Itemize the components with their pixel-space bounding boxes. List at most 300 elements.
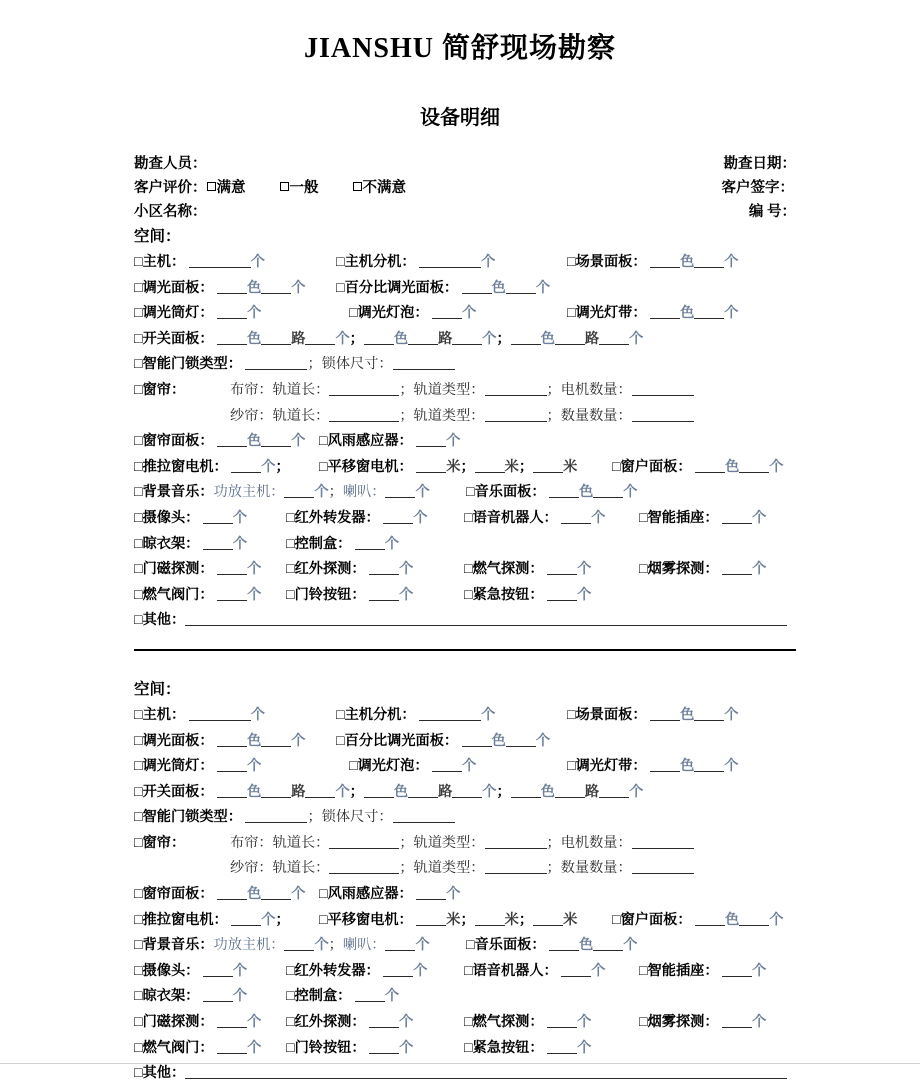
field-label: □控制盒： [286, 535, 352, 552]
field-label: □其他： [134, 1065, 186, 1082]
unit-ge: 个 [623, 484, 638, 501]
unit-ge: 个 [446, 433, 461, 450]
field-cloth-curtain[interactable] [230, 378, 694, 404]
unit-se: 色 [680, 254, 695, 270]
input-blank[interactable] [217, 758, 247, 772]
field-label: □主机分机： [336, 706, 416, 723]
field-control-box[interactable] [286, 984, 399, 1010]
input-blank[interactable] [475, 459, 505, 473]
lock-size-label: 锁体尺寸： [321, 809, 393, 826]
field-dim-strip[interactable] [567, 754, 738, 780]
field-smart-socket[interactable] [639, 959, 766, 985]
unit-se: 色 [680, 758, 695, 775]
input-blank[interactable] [369, 587, 399, 601]
field-gas-valve[interactable] [134, 1036, 261, 1062]
section-divider [134, 649, 796, 651]
input-blank[interactable] [261, 784, 291, 798]
field-label: □开关面板： [134, 783, 214, 800]
field-smoke-detector[interactable] [639, 557, 766, 583]
field-clothes-rack[interactable] [134, 984, 247, 1010]
field-pct-dim-panel[interactable] [336, 276, 550, 302]
unit-se: 色 [393, 330, 409, 347]
unit-ge: 个 [591, 509, 606, 526]
input-blank[interactable] [593, 937, 623, 951]
input-blank[interactable] [694, 305, 724, 319]
unit-ge: 个 [724, 254, 739, 270]
field-label: □红外探测： [286, 561, 366, 578]
input-blank[interactable] [416, 886, 446, 900]
field-curtain[interactable] [134, 831, 185, 857]
input-blank[interactable] [695, 459, 725, 473]
input-blank[interactable] [419, 254, 481, 268]
input-blank[interactable] [722, 1014, 752, 1028]
unit-se: 色 [247, 886, 262, 903]
unit-se: 色 [725, 458, 740, 475]
field-music-panel[interactable] [466, 933, 637, 959]
input-blank[interactable] [217, 587, 247, 601]
field-ir-repeater[interactable] [286, 959, 427, 985]
input-blank[interactable] [561, 963, 591, 977]
field-ir-repeater[interactable] [286, 506, 427, 532]
input-blank[interactable] [533, 912, 563, 926]
input-blank[interactable] [739, 459, 769, 473]
field-label: □语音机器人： [464, 509, 558, 526]
input-blank[interactable] [305, 784, 335, 798]
input-blank[interactable] [189, 254, 251, 268]
field-other[interactable] [134, 1061, 787, 1087]
field-scene-panel[interactable] [567, 250, 738, 276]
field-dim-panel[interactable] [134, 276, 305, 302]
input-blank[interactable] [369, 1040, 399, 1054]
input-blank[interactable] [355, 988, 385, 1002]
input-blank[interactable] [408, 331, 438, 345]
input-blank[interactable] [599, 784, 629, 798]
unit-ge: 个 [314, 937, 329, 954]
input-blank[interactable] [555, 331, 585, 345]
field-gas-valve[interactable] [134, 583, 261, 609]
row-dim-panel-group-2 [134, 729, 796, 755]
input-blank[interactable] [329, 408, 399, 422]
unit-ge: 个 [335, 783, 350, 800]
input-blank[interactable] [506, 733, 536, 747]
unit-ge: 个 [482, 783, 497, 800]
field-voice-robot[interactable] [464, 959, 605, 985]
input-blank[interactable] [722, 963, 752, 977]
rating-option-satisfied[interactable] [207, 176, 246, 197]
field-other[interactable] [134, 608, 787, 634]
row-dim-light-group-1 [134, 301, 796, 327]
unit-mi: 米 [504, 458, 519, 475]
input-blank[interactable] [355, 536, 385, 550]
field-smart-socket[interactable] [639, 506, 766, 532]
input-blank[interactable] [385, 937, 415, 951]
input-blank[interactable] [393, 809, 455, 823]
input-blank[interactable] [432, 758, 462, 772]
input-blank[interactable] [632, 382, 694, 396]
amplifier-label: 功放主机： [213, 937, 285, 954]
row-window-motor-1 [134, 455, 796, 481]
unit-ge: 个 [724, 706, 739, 723]
input-blank[interactable] [485, 382, 547, 396]
input-blank[interactable] [599, 331, 629, 345]
field-door-sensor[interactable] [134, 557, 261, 583]
form-content [134, 152, 796, 1087]
row-detectors-2 [134, 1010, 796, 1036]
unit-se: 色 [579, 484, 594, 501]
input-blank[interactable] [555, 784, 585, 798]
input-blank[interactable] [632, 835, 694, 849]
unit-se: 色 [247, 279, 262, 296]
checkbox-icon[interactable] [353, 182, 362, 191]
field-smart-lock[interactable] [134, 805, 455, 831]
field-label: □主机： [134, 254, 186, 270]
input-blank[interactable] [739, 912, 769, 926]
separator: ； [307, 356, 322, 373]
input-blank[interactable] [462, 733, 492, 747]
field-label: □调光面板： [134, 279, 214, 296]
field-label: □风雨感应器： [319, 886, 413, 903]
input-blank[interactable] [329, 860, 399, 874]
unit-ge: 个 [399, 1014, 414, 1031]
input-blank[interactable] [284, 937, 314, 951]
input-blank[interactable] [485, 860, 547, 874]
input-blank[interactable] [305, 331, 335, 345]
field-switch-panel[interactable] [134, 327, 643, 353]
row-window-motor-2 [134, 908, 796, 934]
input-blank[interactable] [650, 254, 680, 268]
field-label: □摄像头： [134, 962, 200, 979]
field-smart-lock[interactable] [134, 352, 455, 378]
field-curtain-panel[interactable] [134, 429, 305, 455]
track-type-label: 轨道类型： [413, 407, 485, 424]
row-curtain-panel-1 [134, 429, 796, 455]
unit-se: 色 [393, 783, 409, 800]
row-dim-light-group-2 [134, 754, 796, 780]
field-rain-sensor[interactable] [319, 882, 460, 908]
input-blank[interactable] [261, 433, 291, 447]
qty-qty-label: 数量数量： [560, 407, 632, 424]
input-blank[interactable] [722, 510, 752, 524]
input-blank[interactable] [416, 433, 446, 447]
document-title: JIANSHU 简舒现场勘察 [304, 33, 616, 64]
input-blank[interactable] [217, 784, 247, 798]
input-blank[interactable] [694, 707, 724, 721]
input-blank[interactable] [408, 784, 438, 798]
sheer-curtain-label: 纱帘： [230, 860, 273, 877]
number-label: 编 号： [748, 204, 796, 220]
unit-ge: 个 [629, 330, 644, 347]
unit-ge: 个 [752, 561, 767, 578]
input-blank[interactable] [547, 1040, 577, 1054]
field-dim-strip[interactable] [567, 301, 738, 327]
field-doorbell[interactable] [286, 583, 413, 609]
input-blank[interactable] [452, 331, 482, 345]
input-blank[interactable] [261, 733, 291, 747]
input-blank[interactable] [547, 1014, 577, 1028]
field-voice-robot[interactable] [464, 506, 605, 532]
input-blank[interactable] [416, 912, 446, 926]
input-blank[interactable] [203, 963, 233, 977]
input-blank[interactable] [533, 459, 563, 473]
field-label: □主机： [134, 706, 186, 723]
track-type-label: 轨道类型： [413, 834, 485, 851]
input-blank[interactable] [329, 835, 399, 849]
field-label: □紧急按钮： [464, 586, 544, 603]
separator: ； [349, 330, 364, 347]
input-blank[interactable] [329, 382, 399, 396]
input-blank[interactable] [231, 912, 261, 926]
field-window-panel[interactable] [612, 455, 783, 481]
input-blank[interactable] [217, 331, 247, 345]
input-blank[interactable] [547, 587, 577, 601]
field-host-ext[interactable] [336, 703, 495, 729]
field-label: □音乐面板： [466, 937, 546, 954]
field-shift-window-motor[interactable] [319, 455, 577, 481]
input-blank[interactable] [385, 484, 415, 498]
field-dim-downlight[interactable] [134, 754, 261, 780]
input-blank[interactable] [462, 280, 492, 294]
unit-ge: 个 [577, 586, 592, 603]
input-blank[interactable] [261, 331, 291, 345]
field-slide-window-motor[interactable] [134, 455, 290, 481]
field-smoke-detector[interactable] [639, 1010, 766, 1036]
field-rain-sensor[interactable] [319, 429, 460, 455]
field-gas-detector[interactable] [464, 1010, 591, 1036]
field-sheer-curtain[interactable] [230, 856, 694, 882]
unit-ge: 个 [413, 962, 428, 979]
field-host-ext[interactable] [336, 250, 495, 276]
separator: ； [496, 783, 511, 800]
field-host[interactable] [134, 250, 265, 276]
field-label: □平移窗电机： [319, 458, 413, 475]
input-blank[interactable] [485, 408, 547, 422]
unit-ge: 个 [250, 706, 265, 723]
field-pct-dim-panel[interactable] [336, 729, 550, 755]
input-blank[interactable] [632, 860, 694, 874]
field-door-sensor[interactable] [134, 1010, 261, 1036]
field-label: □语音机器人： [464, 962, 558, 979]
field-label: □调光灯泡： [349, 758, 429, 775]
field-dim-bulb[interactable] [349, 301, 476, 327]
input-blank[interactable] [185, 1065, 787, 1079]
field-host[interactable] [134, 703, 265, 729]
rating-row [134, 176, 796, 200]
field-ir-detector[interactable] [286, 1010, 413, 1036]
field-emergency-button[interactable] [464, 1036, 591, 1062]
unit-lu: 路 [438, 783, 453, 800]
input-blank[interactable] [261, 886, 291, 900]
row-smart-lock-2 [134, 805, 796, 831]
input-blank[interactable] [284, 484, 314, 498]
unit-se: 色 [540, 783, 555, 800]
rating-label: 客户评价： [134, 180, 207, 196]
input-blank[interactable] [383, 510, 413, 524]
input-blank[interactable] [547, 561, 577, 575]
input-blank[interactable] [217, 305, 247, 319]
field-music-panel[interactable] [466, 480, 637, 506]
field-bg-music[interactable] [134, 933, 430, 959]
field-label: □紧急按钮： [464, 1039, 544, 1056]
unit-ge: 个 [291, 433, 306, 450]
field-label: □调光筒灯： [134, 758, 214, 775]
field-dim-panel[interactable] [134, 729, 305, 755]
checkbox-icon[interactable] [207, 182, 216, 191]
field-label: □场景面板： [567, 706, 647, 723]
input-blank[interactable] [369, 1014, 399, 1028]
unit-lu: 路 [438, 330, 453, 347]
input-blank[interactable] [217, 886, 247, 900]
input-blank[interactable] [245, 356, 307, 370]
input-blank[interactable] [185, 612, 787, 626]
separator: ； [460, 911, 475, 928]
field-label: □窗帘： [134, 834, 186, 851]
input-blank[interactable] [364, 331, 394, 345]
unit-se: 色 [579, 937, 594, 954]
input-blank[interactable] [549, 484, 579, 498]
track-length-label: 轨道长： [272, 860, 330, 877]
input-blank[interactable] [694, 758, 724, 772]
input-blank[interactable] [694, 254, 724, 268]
input-blank[interactable] [217, 433, 247, 447]
field-curtain-panel[interactable] [134, 882, 305, 908]
input-blank[interactable] [650, 758, 680, 772]
field-camera[interactable] [134, 959, 247, 985]
input-blank[interactable] [364, 784, 394, 798]
field-label: □窗户面板： [612, 458, 692, 475]
input-blank[interactable] [506, 280, 536, 294]
field-gas-detector[interactable] [464, 557, 591, 583]
unit-se: 色 [491, 732, 506, 749]
field-label: □烟雾探测： [639, 561, 719, 578]
separator: ； [275, 458, 290, 475]
field-camera[interactable] [134, 506, 247, 532]
unit-se: 色 [247, 783, 262, 800]
field-doorbell[interactable] [286, 1036, 413, 1062]
field-label: □燃气探测： [464, 1014, 544, 1031]
input-blank[interactable] [369, 561, 399, 575]
unit-lu: 路 [584, 783, 600, 800]
input-blank[interactable] [261, 280, 291, 294]
input-blank[interactable] [650, 305, 680, 319]
field-label: □晾衣架： [134, 535, 200, 552]
field-label: □推拉窗电机： [134, 911, 228, 928]
input-blank[interactable] [650, 707, 680, 721]
rating-option-average[interactable] [280, 176, 319, 197]
input-blank[interactable] [432, 305, 462, 319]
unit-se: 色 [725, 911, 740, 928]
unit-ge: 个 [415, 484, 430, 501]
field-emergency-button[interactable] [464, 583, 591, 609]
input-blank[interactable] [593, 484, 623, 498]
field-dim-bulb[interactable] [349, 754, 476, 780]
input-blank[interactable] [203, 510, 233, 524]
input-blank[interactable] [203, 988, 233, 1002]
field-window-panel[interactable] [612, 908, 783, 934]
field-label: □门磁探测： [134, 561, 214, 578]
field-ir-detector[interactable] [286, 557, 413, 583]
input-blank[interactable] [549, 937, 579, 951]
input-blank[interactable] [511, 784, 541, 798]
field-label: □平移窗电机： [319, 911, 413, 928]
field-bg-music[interactable] [134, 480, 430, 506]
unit-ge: 个 [232, 988, 248, 1005]
field-control-box[interactable] [286, 532, 399, 558]
surveyor-label: 勘查人员： [134, 156, 207, 172]
field-curtain[interactable] [134, 378, 185, 404]
field-label: □主机分机： [336, 254, 416, 270]
input-blank[interactable] [245, 809, 307, 823]
unit-se: 色 [540, 330, 555, 347]
unit-ge: 个 [577, 1014, 592, 1031]
input-blank[interactable] [217, 561, 247, 575]
input-blank[interactable] [475, 912, 505, 926]
track-type-label: 轨道类型： [413, 381, 485, 398]
input-blank[interactable] [561, 510, 591, 524]
field-label: □推拉窗电机： [134, 458, 228, 475]
rating-option-unsatisfied[interactable] [353, 176, 407, 197]
field-label: □智能插座： [639, 509, 719, 526]
input-blank[interactable] [419, 707, 481, 721]
field-scene-panel[interactable] [567, 703, 738, 729]
input-blank[interactable] [217, 1014, 247, 1028]
field-slide-window-motor[interactable] [134, 908, 290, 934]
input-blank[interactable] [231, 459, 261, 473]
field-label: □背景音乐： [134, 937, 214, 954]
row-curtain-panel-2 [134, 882, 796, 908]
field-label: □红外转发器： [286, 509, 380, 526]
row-dim-panel-group-1 [134, 276, 796, 302]
field-clothes-rack[interactable] [134, 532, 247, 558]
unit-se: 色 [680, 706, 695, 723]
field-dim-downlight[interactable] [134, 301, 261, 327]
input-blank[interactable] [485, 835, 547, 849]
input-blank[interactable] [511, 331, 541, 345]
input-blank[interactable] [695, 912, 725, 926]
unit-ge: 个 [752, 509, 767, 526]
lock-size-label: 锁体尺寸： [321, 356, 393, 373]
field-switch-panel[interactable] [134, 780, 643, 806]
input-blank[interactable] [383, 963, 413, 977]
field-cloth-curtain[interactable] [230, 831, 694, 857]
unit-ge: 个 [415, 937, 430, 954]
input-blank[interactable] [452, 784, 482, 798]
field-label: □窗帘： [134, 381, 186, 398]
input-blank[interactable] [189, 707, 251, 721]
field-label: □调光灯带： [567, 305, 647, 322]
input-blank[interactable] [416, 459, 446, 473]
input-blank[interactable] [203, 536, 233, 550]
field-label: □其他： [134, 612, 186, 629]
input-blank[interactable] [217, 280, 247, 294]
input-blank[interactable] [217, 733, 247, 747]
field-label: □门磁探测： [134, 1014, 214, 1031]
unit-ge: 个 [232, 962, 248, 979]
amplifier-label: 功放主机： [213, 484, 285, 501]
unit-lu: 路 [291, 783, 306, 800]
input-blank[interactable] [393, 356, 455, 370]
unit-se: 色 [680, 305, 695, 322]
input-blank[interactable] [217, 1040, 247, 1054]
field-sheer-curtain[interactable] [230, 404, 694, 430]
field-shift-window-motor[interactable] [319, 908, 577, 934]
unit-ge: 个 [481, 706, 496, 723]
input-blank[interactable] [722, 561, 752, 575]
unit-ge: 个 [247, 561, 262, 578]
field-label: □门铃按钮： [286, 1039, 366, 1056]
field-label: □晾衣架： [134, 988, 200, 1005]
input-blank[interactable] [632, 408, 694, 422]
checkbox-icon[interactable] [280, 182, 289, 191]
